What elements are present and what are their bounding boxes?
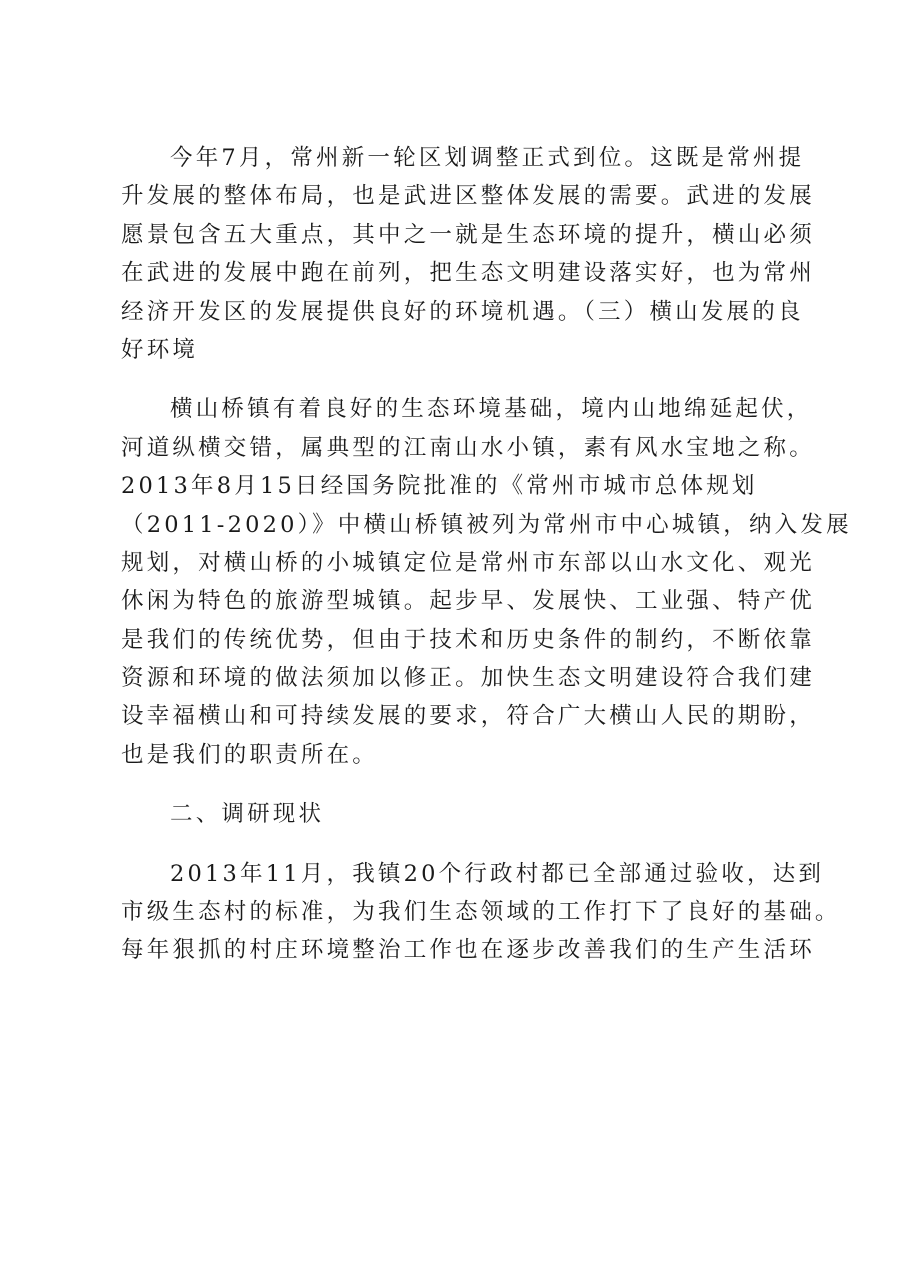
- text-line: 休闲为特色的旅游型城镇。起步早、发展快、工业强、特产优: [121, 588, 815, 615]
- text-line: 2013年8月15日经国务院批准的《常州市城市总体规划: [121, 473, 758, 500]
- paragraph: [121, 139, 815, 369]
- text-line: 河道纵横交错，属典型的江南山水小镇，素有风水宝地之称。: [121, 434, 815, 461]
- text-line: 今年7月，常州新一轮区划调整正式到位。这既是常州提: [170, 145, 805, 171]
- paragraph: [121, 855, 841, 970]
- text-line: 资源和环境的做法须加以修正。加快生态文明建设符合我们建: [121, 665, 815, 692]
- text-line: 在武进的发展中跑在前列，把生态文明建设落实好，也为常州: [121, 260, 815, 287]
- text-line: 规划，对横山桥的小城镇定位是常州市东部以山水文化、观光: [121, 549, 815, 576]
- text-line: 设幸福横山和可持续发展的要求，符合广大横山人民的期盼，: [121, 703, 815, 730]
- paragraph: [121, 390, 852, 774]
- text-line: 好环境: [121, 336, 199, 363]
- heading-line: 二、调研现状: [170, 801, 325, 828]
- text-line: 愿景包含五大重点，其中之一就是生态环境的提升，横山必须: [121, 221, 815, 248]
- text-line: （2011-2020）》中横山桥镇被列为常州市中心城镇，纳入发展: [121, 511, 852, 538]
- text-line: 升发展的整体布局，也是武进区整体发展的需要。武进的发展: [121, 183, 815, 210]
- text-line: 每年狠抓的村庄环境整治工作也在逐步改善我们的生产生活环: [121, 937, 815, 964]
- text-line: 2013年11月，我镇20个行政村都已全部通过验收，达到: [170, 860, 825, 887]
- text-line: 经济开发区的发展提供良好的环境机遇。（三）横山发展的良: [121, 298, 804, 325]
- text-line: 是我们的传统优势，但由于技术和历史条件的制约，不断依靠: [121, 626, 815, 653]
- text-line: 也是我们的职责所在。: [121, 741, 379, 768]
- document-body: [121, 139, 852, 970]
- text-line: 横山桥镇有着良好的生态环境基础，境内山地绵延起伏，: [170, 396, 813, 423]
- paragraph-spacer: [121, 774, 801, 795]
- text-line: 市级生态村的标准，为我们生态领域的工作打下了良好的基础。: [121, 899, 841, 926]
- paragraph-spacer: [121, 369, 801, 390]
- paragraph-spacer: [121, 834, 801, 855]
- section-heading: [121, 795, 801, 833]
